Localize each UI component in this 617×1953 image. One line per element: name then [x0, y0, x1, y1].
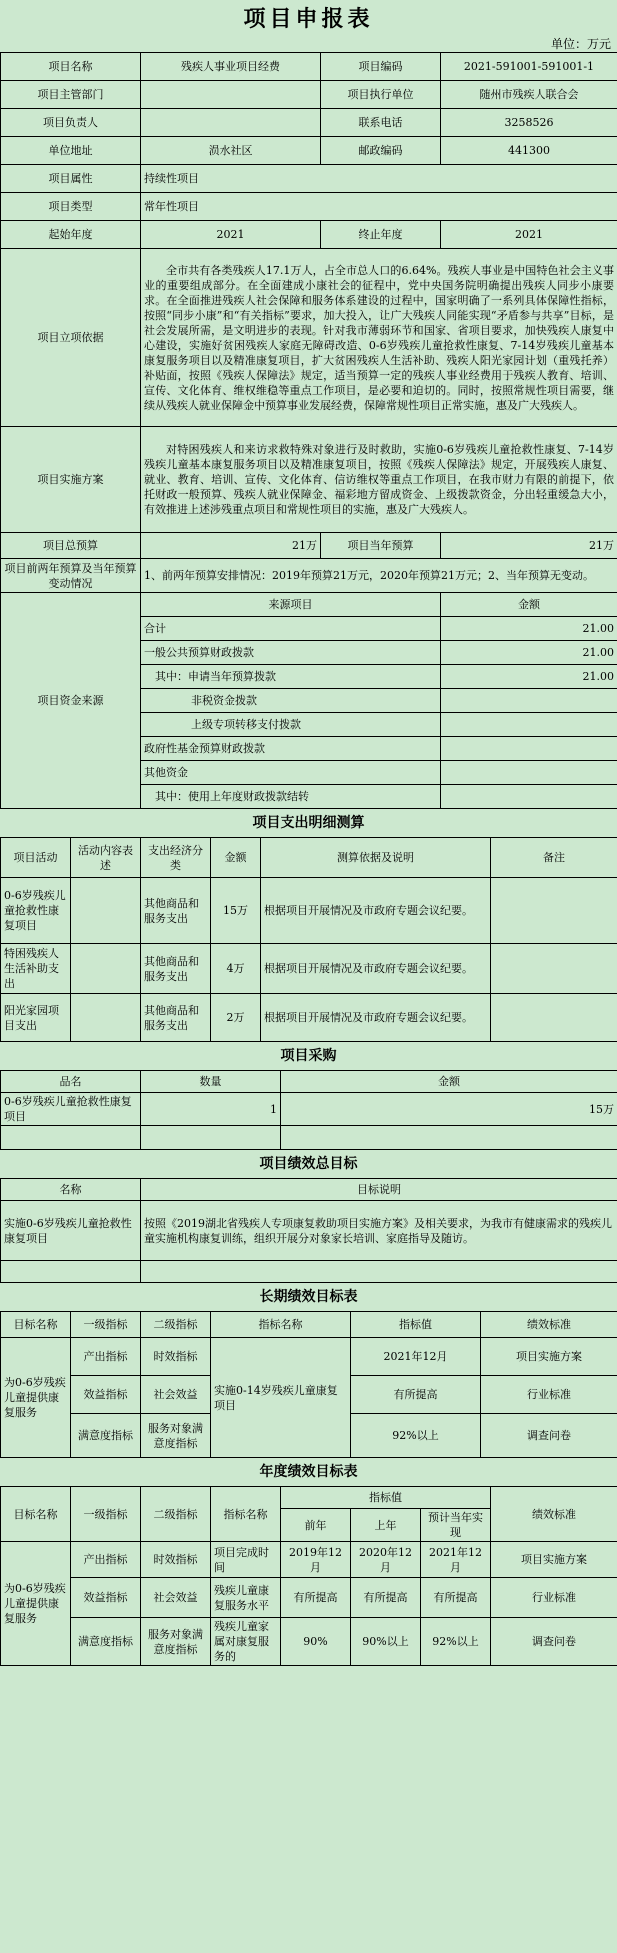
end-year-label: 终止年度: [321, 221, 441, 249]
owner-label: 项目负责人: [1, 109, 141, 137]
annual-l2: 服务对象满意度指标: [141, 1618, 211, 1666]
start-year-label: 起始年度: [1, 221, 141, 249]
annual-subheader: 预计当年实现: [421, 1509, 491, 1542]
funding-row-value: [441, 713, 617, 737]
expense-header: 项目活动: [1, 838, 71, 878]
expense-amount: 4万: [211, 944, 261, 994]
long-header: 二级指标: [141, 1312, 211, 1338]
annual-standard: 项目实施方案: [491, 1542, 617, 1578]
funding-row-value: [441, 785, 617, 809]
purchase-header: 金额: [281, 1071, 617, 1093]
perf-table: [0, 1178, 617, 1283]
expense-note: [491, 944, 617, 994]
annual-l1: 产出指标: [71, 1542, 141, 1578]
expense-category: 其他商品和服务支出: [141, 878, 211, 944]
perf-section-title: 项目绩效总目标: [259, 1156, 358, 1172]
annual-l1: 满意度指标: [71, 1618, 141, 1666]
start-year-value: 2021: [141, 221, 321, 249]
purchase-header: 品名: [1, 1071, 141, 1093]
purchase-header: 数量: [141, 1071, 281, 1093]
basic-info-table: [0, 52, 617, 593]
expense-content: [71, 878, 141, 944]
total-budget-label: 项目总预算: [1, 533, 141, 559]
annual-y2: 2020年12月: [351, 1542, 421, 1578]
perf-goal-desc: 按照《2019湖北省残疾人专项康复救助项目实施方案》及相关要求，为我市有健康需求的残疾儿童实施机构康复训练，组织开展分对象家长培训、家庭指导及随访。: [141, 1201, 617, 1261]
annual-l2: 时效指标: [141, 1542, 211, 1578]
annual-header: 二级指标: [141, 1487, 211, 1542]
project-code-value: 2021-591001-591001-1: [441, 53, 617, 81]
current-budget-value: 21万: [441, 533, 617, 559]
project-code-label: 项目编码: [321, 53, 441, 81]
long-term-section-title: 长期绩效目标表: [259, 1289, 358, 1305]
funding-source-table: [0, 592, 617, 809]
purchase-amount: [281, 1126, 617, 1150]
expense-activity: 0-6岁残疾儿童抢救性康复项目: [1, 878, 71, 944]
expense-category: 其他商品和服务支出: [141, 994, 211, 1042]
annual-y2: 90%以上: [351, 1618, 421, 1666]
annual-subheader: 前年: [281, 1509, 351, 1542]
funding-row-name: 非税资金拨款: [141, 689, 441, 713]
budget-change-label: 项目前两年预算及当年预算变动情况: [1, 559, 141, 593]
long-l2: 社会效益: [141, 1376, 211, 1414]
expense-table: [0, 837, 617, 1042]
purchase-qty: 1: [141, 1093, 281, 1126]
attr-label: 项目属性: [1, 165, 141, 193]
perf-goal-name: 实施0-6岁残疾儿童抢救性康复项目: [1, 1201, 141, 1261]
perf-goal-desc: [141, 1261, 617, 1283]
long-value: 有所提高: [351, 1376, 481, 1414]
funding-row-name: 上级专项转移支付拨款: [141, 713, 441, 737]
expense-basis: 根据项目开展情况及市政府专题会议纪要。: [261, 944, 491, 994]
funding-row-value: 21.00: [441, 641, 617, 665]
long-term-table: [0, 1311, 617, 1458]
annual-header: 一级指标: [71, 1487, 141, 1542]
annual-y1: 有所提高: [281, 1578, 351, 1618]
expense-header: 金额: [211, 838, 261, 878]
zip-value: 441300: [441, 137, 617, 165]
plan-text: 对特困残疾人和来访求救特殊对象进行及时救助，实施0-6岁残疾儿童抢救性康复、7-14岁残疾儿童基本康复服务项目以及精准康复项目，按照《残疾人保障法》规定，开展残疾人康复、就业、教育、培训、宣传、文化体育、信访维权等重点工作项目，在我市财力有限的前提下，依托财政一般预算、残疾人就业保障金、福彩地方留成资金、上级拨款资金，分出轻重缓急大小，有效推进上述涉残重点项目和常规性项目的实施，惠及广大残疾人。: [141, 427, 617, 533]
long-standard: 项目实施方案: [481, 1338, 617, 1376]
table-row: [1, 1093, 617, 1126]
exec-unit-value: 随州市残疾人联合会: [441, 81, 617, 109]
table-row: [1, 1126, 617, 1150]
funding-header-source: 来源项目: [141, 593, 441, 617]
phone-value: 3258526: [441, 109, 617, 137]
table-row: [1, 994, 617, 1042]
annual-y2: 有所提高: [351, 1578, 421, 1618]
expense-note: [491, 994, 617, 1042]
annual-header: 目标名称: [1, 1487, 71, 1542]
project-name-label: 项目名称: [1, 53, 141, 81]
plan-label: 项目实施方案: [1, 427, 141, 533]
long-standard: 行业标准: [481, 1376, 617, 1414]
long-header: 目标名称: [1, 1312, 71, 1338]
annual-table: [0, 1486, 617, 1666]
funding-label: 项目资金来源: [1, 593, 141, 809]
perf-header: 目标说明: [141, 1179, 617, 1201]
annual-header: 绩效标准: [491, 1487, 617, 1542]
long-value: 2021年12月: [351, 1338, 481, 1376]
purchase-section-title: 项目采购: [280, 1048, 337, 1064]
funding-row-value: [441, 689, 617, 713]
funding-row-name: 政府性基金预算财政拨款: [141, 737, 441, 761]
expense-activity: 特困残疾人生活补助支出: [1, 944, 71, 994]
table-row: [1, 878, 617, 944]
long-value: 92%以上: [351, 1414, 481, 1458]
annual-l2: 社会效益: [141, 1578, 211, 1618]
annual-indicator-name: 残疾儿童康复服务水平: [211, 1578, 281, 1618]
perf-header: 名称: [1, 1179, 141, 1201]
long-header: 一级指标: [71, 1312, 141, 1338]
expense-basis: 根据项目开展情况及市政府专题会议纪要。: [261, 994, 491, 1042]
long-standard: 调查问卷: [481, 1414, 617, 1458]
exec-unit-label: 项目执行单位: [321, 81, 441, 109]
expense-header: 支出经济分类: [141, 838, 211, 878]
purchase-amount: 15万: [281, 1093, 617, 1126]
type-value: 常年性项目: [141, 193, 617, 221]
annual-y3: 有所提高: [421, 1578, 491, 1618]
long-target-name: 为0-6岁残疾儿童提供康复服务: [1, 1338, 71, 1458]
project-name-value: 残疾人事业项目经费: [141, 53, 321, 81]
expense-section-title: 项目支出明细测算: [252, 815, 365, 831]
purchase-qty: [141, 1126, 281, 1150]
long-l1: 效益指标: [71, 1376, 141, 1414]
annual-indicator-name: 项目完成时间: [211, 1542, 281, 1578]
basis-label: 项目立项依据: [1, 249, 141, 427]
long-l1: 满意度指标: [71, 1414, 141, 1458]
long-l1: 产出指标: [71, 1338, 141, 1376]
long-header: 指标值: [351, 1312, 481, 1338]
expense-category: 其他商品和服务支出: [141, 944, 211, 994]
budget-change-text: 1、前两年预算安排情况：2019年预算21万元，2020年预算21万元；2、当年预算无变动。: [141, 559, 617, 593]
address-label: 单位地址: [1, 137, 141, 165]
annual-y3: 2021年12月: [421, 1542, 491, 1578]
annual-l1: 效益指标: [71, 1578, 141, 1618]
table-row: [1, 944, 617, 994]
annual-target-name: 为0-6岁残疾儿童提供康复服务: [1, 1542, 71, 1666]
expense-activity: 阳光家园项目支出: [1, 994, 71, 1042]
expense-header: 活动内容表述: [71, 838, 141, 878]
purchase-name: 0-6岁残疾儿童抢救性康复项目: [1, 1093, 141, 1126]
end-year-value: 2021: [441, 221, 617, 249]
dept-label: 项目主管部门: [1, 81, 141, 109]
funding-row-value: 21.00: [441, 665, 617, 689]
annual-indicator-name: 残疾儿童家属对康复服务的: [211, 1618, 281, 1666]
annual-y1: 90%: [281, 1618, 351, 1666]
funding-row-value: [441, 737, 617, 761]
perf-goal-name: [1, 1261, 141, 1283]
annual-header: 指标值: [281, 1487, 491, 1509]
annual-standard: 调查问卷: [491, 1618, 617, 1666]
expense-amount: 15万: [211, 878, 261, 944]
expense-header: 测算依据及说明: [261, 838, 491, 878]
phone-label: 联系电话: [321, 109, 441, 137]
expense-note: [491, 878, 617, 944]
current-budget-label: 项目当年预算: [321, 533, 441, 559]
address-value: 涢水社区: [141, 137, 321, 165]
expense-content: [71, 994, 141, 1042]
long-l2: 服务对象满意度指标: [141, 1414, 211, 1458]
annual-standard: 行业标准: [491, 1578, 617, 1618]
long-indicator-name: 实施0-14岁残疾儿童康复项目: [211, 1338, 351, 1458]
purchase-table: [0, 1070, 617, 1150]
funding-row-name: 一般公共预算财政拨款: [141, 641, 441, 665]
long-header: 指标名称: [211, 1312, 351, 1338]
funding-row-name: 其中：申请当年预算拨款: [141, 665, 441, 689]
long-l2: 时效指标: [141, 1338, 211, 1376]
expense-header: 备注: [491, 838, 617, 878]
annual-header: 指标名称: [211, 1487, 281, 1542]
purchase-name: [1, 1126, 141, 1150]
type-label: 项目类型: [1, 193, 141, 221]
annual-section-title: 年度绩效目标表: [259, 1464, 358, 1480]
long-header: 绩效标准: [481, 1312, 617, 1338]
zip-label: 邮政编码: [321, 137, 441, 165]
funding-row-value: 21.00: [441, 617, 617, 641]
annual-y3: 92%以上: [421, 1618, 491, 1666]
basis-text: 全市共有各类残疾人17.1万人，占全市总人口的6.64%。残疾人事业是中国特色社会主义事业的重要组成部分。在全面建成小康社会的征程中，党中央国务院明确提出残疾人同步小康要求。在全面推进残疾人社会保障和服务体系建设的过程中，国家明确了一系列具体保障性指标，按照“同步小康”和“有关指标”要求，加大投入，让广大残疾人同能实现“矛盾参与共享”目标，是社会发展所需，是文明进步的表现。针对我市薄弱环节和国家、省项目要求，加快残疾人康复中心建设，实施好贫困残疾人家庭无障碍改造、0-6岁残疾儿童抢救性康复、7-14岁残疾儿童基本康复服务项目以及精准康复项目，扩大贫困残疾人生活补助、残疾人阳光家园计划（重残托养）补贴面，按照《残疾人保障法》规定，适当预算一定的残疾人事业经费用于残疾人教育、培训、宣传、文化体育、维权维稳等重点工作项目，是必要和迫切的。同时，按照常规性项目需要，继续从残疾人就业保障金中预算事业发展经费，保障常规性项目正常实施，惠及广大残疾人。: [141, 249, 617, 427]
expense-content: [71, 944, 141, 994]
funding-row-value: [441, 761, 617, 785]
attr-value: 持续性项目: [141, 165, 617, 193]
expense-amount: 2万: [211, 994, 261, 1042]
annual-y1: 2019年12月: [281, 1542, 351, 1578]
funding-row-name: 合计: [141, 617, 441, 641]
funding-header-amount: 金额: [441, 593, 617, 617]
dept-value: [141, 81, 321, 109]
funding-row-name: 其他资金: [141, 761, 441, 785]
annual-subheader: 上年: [351, 1509, 421, 1542]
expense-basis: 根据项目开展情况及市政府专题会议纪要。: [261, 878, 491, 944]
funding-row-name: 其中：使用上年度财政拨款结转: [141, 785, 441, 809]
owner-value: [141, 109, 321, 137]
total-budget-value: 21万: [141, 533, 321, 559]
unit-label: 单位：万元: [550, 37, 611, 51]
page-title: 项目申报表: [243, 6, 374, 32]
